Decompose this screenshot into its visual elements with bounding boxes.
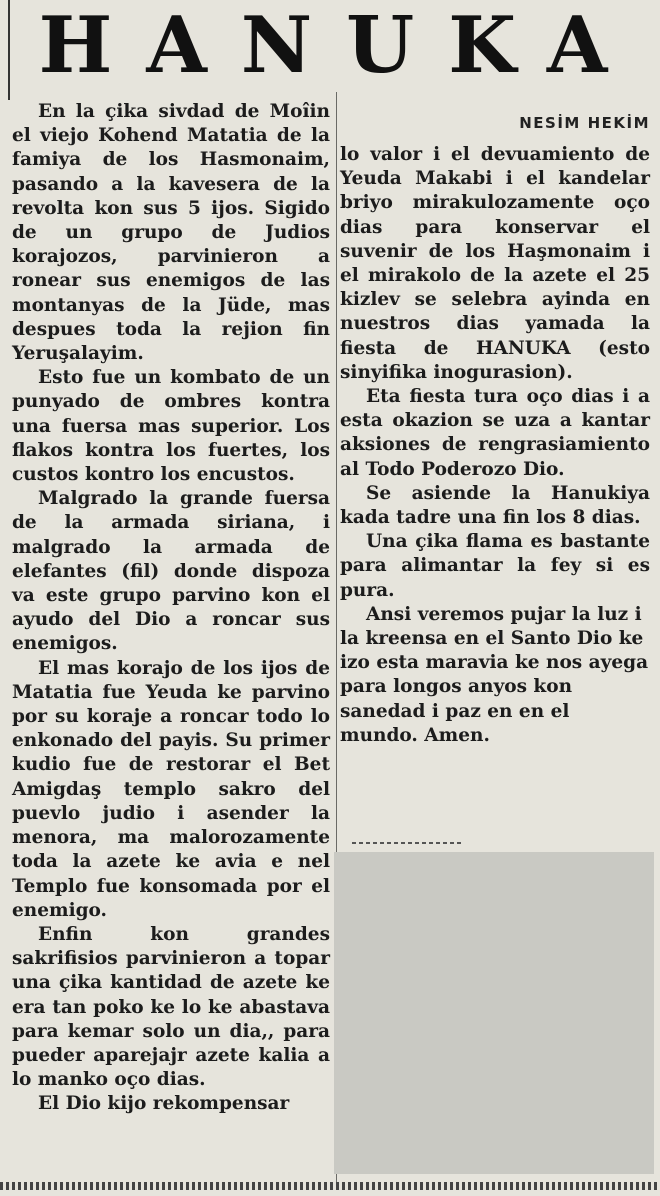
end-dash-rule xyxy=(352,842,462,844)
paragraph: lo valor i el devuamiento de Yeuda Makabi i el kandelar briyo mirakulozamente oço dias para konservar el suvenir de los Haşmonaim i el mirakolo de la azete el 25 kizlev se selebra ayinda en nuestros dias yamada la fiesta de HANUKA (esto sinyifika inogurasion). xyxy=(340,144,650,383)
paragraph: El Dio kijo rekompensar xyxy=(38,1093,290,1115)
author-byline: NESİM HEKİM xyxy=(519,114,650,132)
paragraph: Se asiende la Hanukiya kada tadre una fin los 8 dias. xyxy=(340,482,650,529)
right-column xyxy=(340,143,650,748)
paragraph: El mas korajo de los ijos de Matatia fue Yeuda ke parvino por su koraje a roncar todo lo enkonado del payis. Su primer kudio fue de restorar el Bet Amigdaş templo sakro del puevlo judio i asender la menora, ma malorozamente toda la azete ke avia e nel Templo fue konsomada por el enemigo. xyxy=(12,657,330,921)
paragraph: Malgrado la grande fuersa de la armada siriana, i malgrado la armada de elefantes (fil) donde dispoza va este grupo parvino kon el ayudo del Dio a roncar sus enemigos. xyxy=(12,488,330,655)
left-column xyxy=(12,100,330,1117)
paragraph: Enfin kon grandes sakrifisios parvinieron a topar una çika kantidad de azete ke era tan poko ke lo ke abastava para kemar solo un dia,, para pueder aparejajr azete kalia a lo manko oço dias. xyxy=(12,923,330,1091)
bottom-border xyxy=(0,1182,660,1190)
redacted-area xyxy=(334,852,654,1174)
article-title: HANUKA xyxy=(38,0,642,91)
paragraph: Ansi veremos pujar la luz i la kreensa en el Santo Dio ke izo esta maravia ke nos ayega para longos anyos kon sanedad i paz en en el mundo. Amen. xyxy=(340,603,649,746)
paragraph: En la çika sivdad de Moîin el viejo Kohend Matatia de la famiya de los Hasmonaim, pasando a la kavesera de la revolta kon sus 5 ijos. Sigido de un grupo de Judios korajozos, parvinieron a ronear sus enemigos de las montanyas de la Jüde, mas despues toda la rejion fin Yeruşalayim. xyxy=(12,101,330,365)
paragraph: Eta fiesta tura oço dias i a esta okazion se uza a kantar aksiones de rengrasiamiento al Todo Poderozo Dio. xyxy=(340,386,650,480)
paragraph: Esto fue un kombato de un punyado de ombres kontra una fuersa mas superior. Los flakos kontra los fuertes, los custos kontro los encustos. xyxy=(12,367,330,486)
paragraph: Una çika flama es bastante para alimantar la fey si es pura. xyxy=(340,531,650,601)
